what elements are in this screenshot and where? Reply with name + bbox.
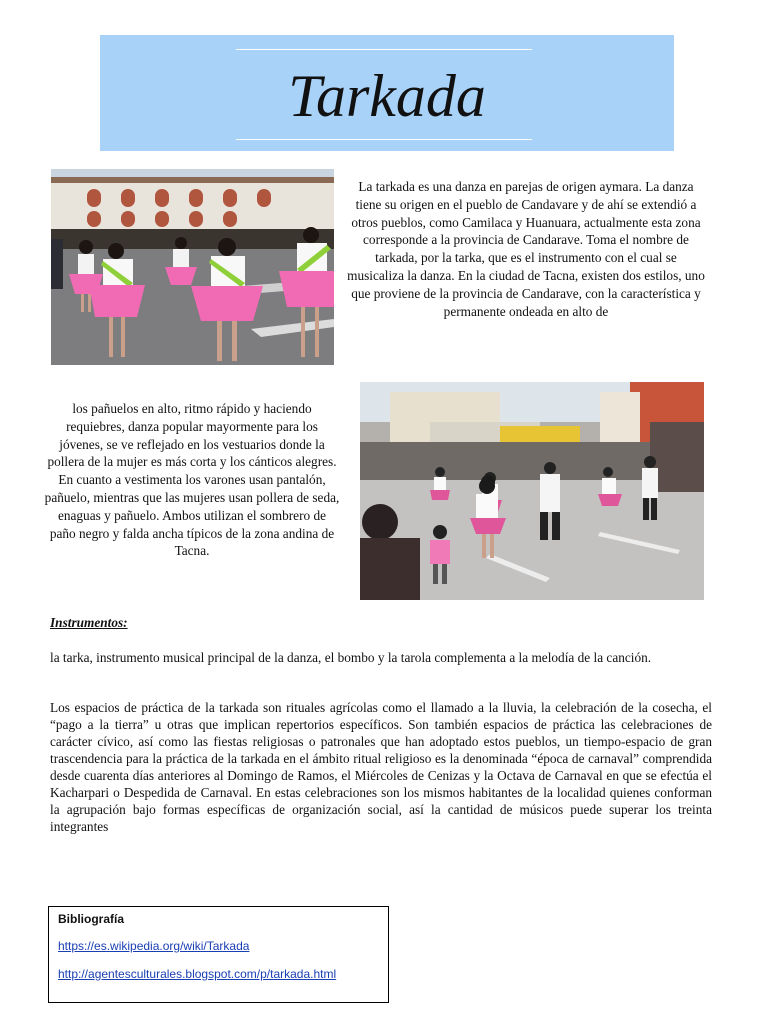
instruments-text: la tarka, instrumento musical principal de la danza, el bombo y la tarola complementa a la melodía de la canción. <box>50 650 652 665</box>
intro-paragraph: La tarkada es una danza en parejas de origen aymara. La danza tiene su origen en el pueblo de Candavare y de ahí se extendió a otros pueblos, como Camilaca y Huanuara, actualmente esta zona corresponde a la provincia de Candarave. Toma el nombre de tarkada, por la tarka, que es el instrumento con el cual se musicaliza la danza. En la ciudad de Tacna, existen dos estilos, uno que proviene de la provincia de Candarave, con la característica y permanente ondeada en alto de <box>347 179 705 319</box>
practice-paragraph: Los espacios de práctica de la tarkada son rituales agrícolas como el llamado a la lluvia, la celebración de la cosecha, el “pago a la tierra” u otras que implican repertorios específicos. Son también espacios de práctica las celebraciones de carácter cívico, así como las fiestas religiosas o patronales que han adoptado estos pueblos, un tiempo-espacio de gran trascendencia para la práctica de la tarkada en el ámbito ritual religioso es la denominada “época de carnaval” comprendida desde cuarenta días anteriores al Domingo de Ramos, el Miércoles de Cenizas y la Octava de Carnaval en que se efectúa el Kacharpari o Despedida de Carnaval. En estas celebraciones son los mismos habitantes de la localidad quienes conforman la agrupación bajo formas específicas de organización social, así la cantidad de músicos puede superar los treinta integrantes <box>50 700 712 834</box>
dancers-photo-plaza <box>51 169 334 365</box>
dancers-photo-street <box>360 382 704 600</box>
title-banner <box>100 35 674 151</box>
agentes-culturales-link[interactable]: http://agentesculturales.blogspot.com/p/tarkada.html <box>58 967 337 981</box>
page-title: Tarkada <box>288 63 486 129</box>
wikipedia-link[interactable]: https://es.wikipedia.org/wiki/Tarkada <box>58 939 250 953</box>
bibliography-box <box>48 906 389 1003</box>
title-rule-top <box>236 49 532 50</box>
continued-paragraph: los pañuelos en alto, ritmo rápido y haciendo requiebres, danza popular mayormente para los jóvenes, se ve reflejado en los vestuarios donde la pollera de la mujer es más corta y los cánticos alegres. En cuanto a vestimenta los varones usan pantalón, pañuelo, mientras que las mujeres usan pollera de seda, enaguas y pañuelo. Ambos utilizan el sombrero de paño negro y falda ancha típicos de la zona andina de Tacna. <box>44 401 340 559</box>
title-rule-bottom <box>236 139 532 140</box>
bibliography-title: Bibliografía <box>58 912 125 926</box>
instruments-heading: Instrumentos: <box>50 615 128 630</box>
